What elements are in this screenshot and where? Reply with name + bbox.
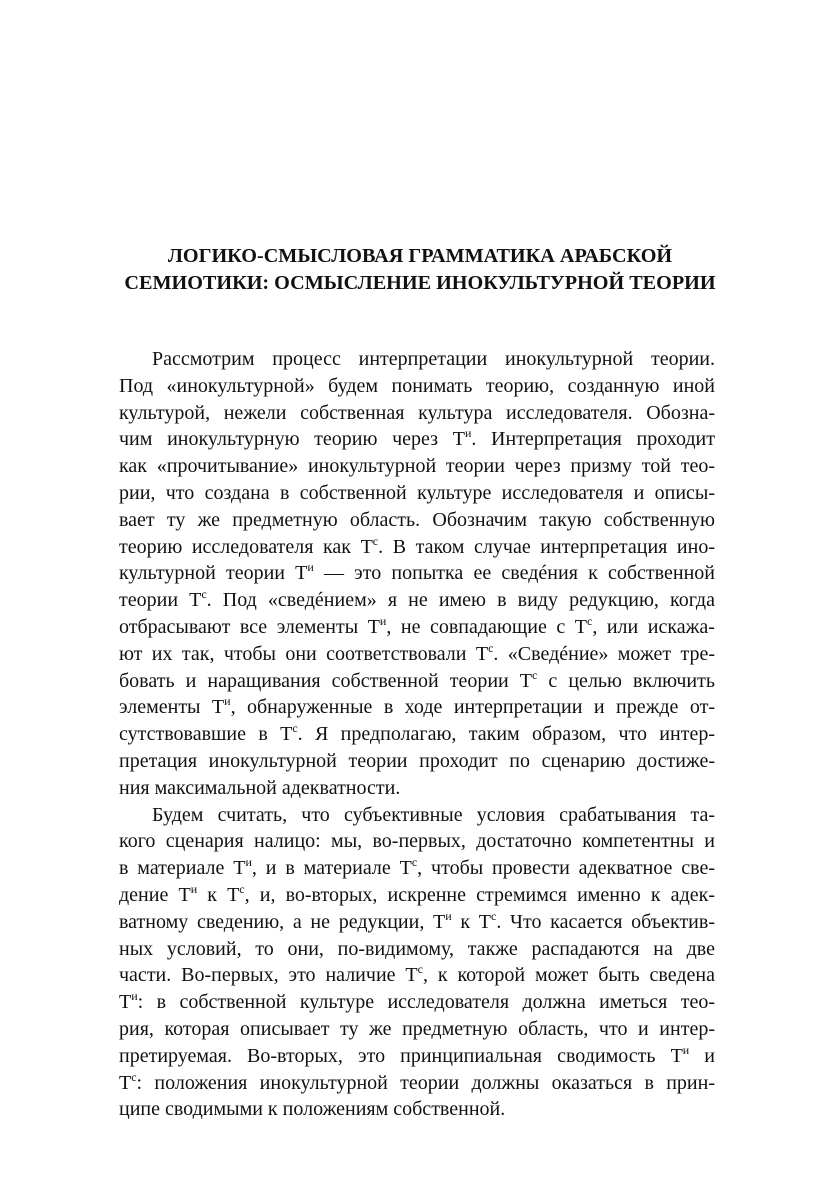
text-segment: бовать и наращивания собственной теории Т	[119, 669, 533, 692]
superscript-index: c	[532, 667, 538, 682]
text-segment: . Что касается объектив-	[496, 910, 715, 933]
text-segment: теории Т	[119, 589, 202, 612]
text-segment: отбрасывают все элементы Т	[119, 615, 380, 638]
superscript-index: и	[682, 1042, 690, 1057]
text-segment: рии, что создана в собственной культуре исследователя и описы-	[119, 481, 715, 504]
title-line: ЛОГИКО-СМЫСЛОВАЯ ГРАММАТИКА АРАБСКОЙ	[167, 245, 673, 267]
superscript-index: и	[445, 908, 452, 923]
text-line	[119, 1016, 715, 1043]
superscript-index: и	[190, 881, 198, 896]
text-segment: . Под «сведéнием» я не имею в виду редукцию, когда	[206, 589, 715, 612]
text-line	[119, 373, 715, 400]
superscript-index: c	[411, 855, 418, 870]
text-line	[119, 587, 715, 614]
text-segment: сутствовавшие в Т	[119, 723, 293, 746]
text-segment: , не совпадающие с Т	[386, 615, 587, 638]
superscript-index: c	[201, 587, 207, 602]
text-segment: , к которой может быть сведена	[422, 964, 716, 987]
text-line	[119, 775, 715, 802]
text-segment: . «Сведéние» может тре-	[493, 642, 716, 665]
text-segment: как «прочитывание» инокультурной теории через призму той тео-	[119, 455, 715, 478]
title-line: СЕМИОТИКИ: ОСМЫСЛЕНИЕ ИНОКУЛЬТУРНОЙ ТЕОРИИ	[124, 272, 716, 294]
chapter-title	[100, 243, 740, 297]
text-line	[119, 721, 715, 748]
text-segment: к Т	[197, 883, 240, 906]
text-line	[119, 802, 715, 829]
text-segment: . В таком случае интерпретация ино-	[378, 535, 715, 558]
text-line	[119, 614, 715, 641]
text-segment: , или искажа-	[592, 615, 715, 638]
text-segment: претируемая. Во-вторых, это принципиальная сводимость Т	[119, 1044, 683, 1067]
text-line	[119, 936, 715, 963]
superscript-index: c	[490, 908, 497, 923]
text-segment: . Я предполагаю, таким образом, что интер-	[297, 723, 715, 746]
superscript-index: c	[131, 1069, 137, 1084]
text-segment: с целью включить	[537, 669, 715, 692]
body-text	[119, 346, 715, 1123]
text-segment: чим инокультурную теорию через Т	[119, 428, 465, 451]
text-line	[119, 828, 715, 855]
text-segment: . Интерпретация проходит	[471, 428, 716, 451]
text-line	[119, 507, 715, 534]
text-segment: : положения инокультурной теории должны оказаться в прин-	[136, 1071, 715, 1094]
paragraph	[119, 346, 715, 802]
superscript-index: и	[131, 989, 138, 1004]
text-segment: части. Во-первых, это наличие Т	[119, 964, 418, 987]
text-segment: ют их так, чтобы они соответствовали Т	[119, 642, 489, 665]
text-line	[119, 480, 715, 507]
text-line	[119, 962, 715, 989]
text-segment: ватному сведению, а не редукции, Т	[119, 910, 446, 933]
text-line	[119, 1043, 715, 1070]
text-line	[119, 346, 715, 373]
superscript-index: и	[224, 694, 231, 709]
text-segment: дение Т	[119, 883, 191, 906]
text-segment: : в собственной культуре исследователя должна иметься тео-	[137, 991, 715, 1014]
superscript-index: c	[292, 721, 298, 736]
text-segment: , обнаруженные в ходе интерпретации и прежде от-	[230, 696, 716, 719]
text-segment: культурой, нежели собственная культура исследователя. Обозна-	[119, 401, 715, 424]
superscript-index: и	[379, 613, 387, 628]
text-line	[119, 641, 715, 668]
text-segment: к Т	[451, 910, 491, 933]
text-line	[119, 1096, 715, 1123]
text-line	[119, 426, 715, 453]
text-line	[119, 909, 715, 936]
text-segment: претация инокультурной теории проходит по сценарию достиже-	[119, 749, 715, 772]
superscript-index: и	[245, 855, 252, 870]
superscript-index: c	[417, 962, 423, 977]
text-segment: Т	[119, 991, 132, 1014]
text-line	[119, 560, 715, 587]
text-segment: культурной теории Т	[119, 562, 308, 585]
text-segment: в материале Т	[119, 857, 246, 880]
text-segment: рия, которая описывает ту же предметную область, что и интер-	[119, 1017, 715, 1040]
text-line	[119, 400, 715, 427]
superscript-index: и	[307, 560, 314, 575]
superscript-index: c	[372, 533, 379, 548]
paragraph	[119, 802, 715, 1124]
superscript-index: и	[464, 426, 472, 441]
text-segment: Т	[119, 1071, 132, 1094]
superscript-index: c	[586, 613, 593, 628]
text-segment: , и в материале Т	[251, 857, 412, 880]
text-segment: ных условий, то они, по-видимому, также распадаются на две	[119, 937, 715, 960]
text-line	[119, 694, 715, 721]
text-segment: ния максимальной адекватности.	[119, 776, 401, 799]
text-line	[119, 668, 715, 695]
text-segment: Будем считать, что субъективные условия срабатывания та-	[152, 803, 715, 826]
text-segment: , и, во-вторых, искренне стремимся именно к адек-	[244, 883, 715, 906]
text-segment: кого сценария налицо: мы, во-первых, достаточно компетентны и	[119, 830, 715, 853]
text-segment: и	[689, 1044, 716, 1067]
text-segment: теорию исследователя как Т	[119, 535, 373, 558]
text-segment: Рассмотрим процесс интерпретации инокультурной теории.	[152, 348, 715, 370]
text-segment: — это попытка ее сведéния к собственной	[313, 562, 715, 585]
superscript-index: c	[239, 881, 245, 896]
text-line	[119, 855, 715, 882]
text-segment: ципе сводимыми к положениям собственной.	[119, 1098, 506, 1121]
text-segment: элементы Т	[119, 696, 225, 719]
text-segment: вает ту же предметную область. Обозначим такую собственную	[119, 508, 715, 531]
text-segment: , чтобы провести адекватное све-	[417, 857, 715, 880]
superscript-index: c	[488, 640, 494, 655]
text-line	[119, 453, 715, 480]
text-segment: Под «инокультурной» будем понимать теорию, созданную иной	[119, 374, 715, 397]
text-line	[119, 534, 715, 561]
text-line	[119, 989, 715, 1016]
text-line	[119, 1070, 715, 1097]
text-line	[119, 748, 715, 775]
text-line	[119, 882, 715, 909]
